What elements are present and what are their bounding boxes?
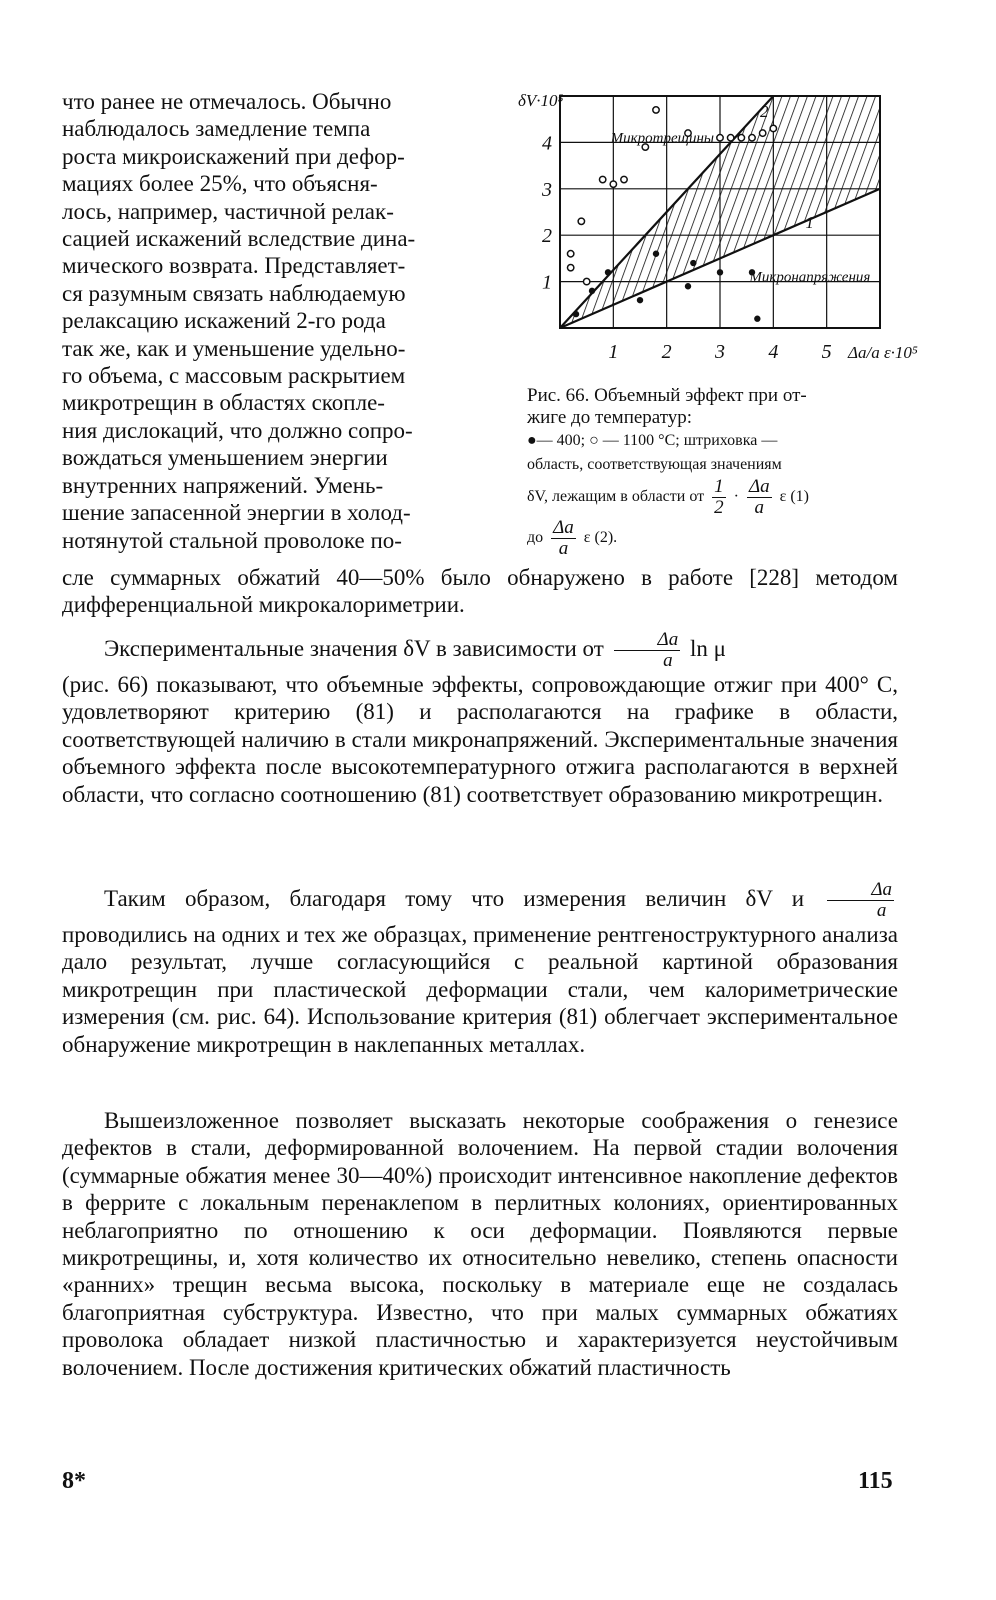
figure-66-chart [512,88,918,373]
fraction [551,518,576,559]
fraction-numerator: Δa [748,476,770,497]
caption-text: δV, лежащим в области от [527,488,705,506]
point-1100 [770,125,776,131]
paragraph-tail [62,564,898,619]
y-axis-label: δV·10⁵ [518,91,564,110]
point-1100 [583,278,589,284]
y-tick-label: 1 [542,271,552,294]
x-tick-label: 4 [768,341,779,363]
line-label-2: 2 [760,101,769,121]
text-line: наблюдалось замедление темпа [62,116,371,142]
text-line: что ранее не отмечалось. Обычно [62,89,392,114]
paragraph-text: Вышеизложенное позволяет высказать некоторые соображения о генезисе дефектов в стали, деформированной волочением. На первой стадии волочения (суммарные обжатия менее 30—40%) происходит интенсивное накопление дефектов в феррите с локальным перенаклепом в перлитных колониях, ориентированных неблагоприятно по отношению к оси деформации. Появляются первые микротрещины, и, хотя количество их относительно невелико, степень опасности «ранних» трещин весьма высока, поскольку в материале еще не создалась благоприятная субструктура. Известно, что при малых суммарных обжатиях проволока обладает низкой пластичностью и характеризуется неустойчивым волочением. После достижения критических обжатий пластичность [62,1108,898,1380]
caption-line [527,477,897,518]
fraction [747,477,772,518]
point-400 [685,283,691,289]
fraction-denominator: a [558,538,569,559]
text-line: так же, как и уменьшение удельно- [62,335,406,361]
x-tick-label: 5 [821,341,832,363]
point-400 [653,251,659,257]
text-line: ся разумным связать наблюдаемую [62,280,406,306]
caption-text: ε (1) [779,488,809,506]
text-line: нотянутой стальной проволоке по- [62,527,402,553]
paragraph-text: сле суммарных обжатий 40—50% было обнаружено в работе [228] методом дифференциальной микрокалориметрии. [62,565,898,618]
point-1100 [621,176,627,182]
text-line: мациях более 25%, что объясня- [62,171,378,197]
region-label-microstresses: Микронапряжения [749,269,871,286]
line-label-1: 1 [805,213,814,233]
x-tick-label: 3 [715,341,725,363]
region-label-microcracks: Микротрещины [610,130,715,147]
point-400 [589,288,595,294]
text-line: мического возврата. Представляет- [62,253,406,279]
caption-dot: · [733,488,739,506]
text-line: внутренних напряжений. Умень- [62,472,384,498]
caption-line: ●— 400; ○ — 1100 °C; штриховка — [527,432,778,449]
page-number: 115 [858,1468,893,1494]
y-tick-label: 3 [542,178,552,201]
caption-line: область, соответствующая значениям [527,456,782,473]
paragraph-2 [62,630,898,808]
point-1100 [749,135,755,141]
caption-text: до [527,529,544,547]
text-line: релаксацию искажений 2-го рода [62,308,386,334]
point-1100 [717,135,723,141]
x-tick-label: 1 [608,341,619,363]
paragraph-4 [62,1107,898,1381]
text-line: лось, например, частичной релак- [62,198,394,224]
point-400 [690,260,696,266]
point-400 [717,269,723,275]
paragraph-text: Таким образом, благодаря тому что измерения величин δV и [104,885,805,911]
point-1100 [599,176,605,182]
fraction-denominator: 2 [714,497,724,518]
fraction-denominator: a [754,497,765,518]
caption-line: жиге до температур: [527,407,693,428]
caption-line: Рис. 66. Объемный эффект при от- [527,385,807,406]
point-1100 [653,107,659,113]
point-400 [637,297,643,303]
fraction-numerator: Δa [553,517,574,538]
point-1100 [610,181,616,187]
fraction-numerator: Δa [827,880,894,901]
y-tick-label: 4 [542,132,552,155]
signature-mark: 8* [62,1468,86,1494]
fraction-denominator: a [663,650,673,671]
x-axis-label: Δa/a ε·10⁵ [848,343,918,362]
text-line: вождаться уменьшением энергии [62,445,388,471]
paragraph-text: (рис. 66) показывают, что объемные эффекты, сопровождающие отжиг при 400° C, удовлетворяют критерию (81) и располагаются на графике в области, соответствующей наличию в стали микронапряжений. Экспериментальные значения объемного эффекта после высокотемпературного отжига располагаются в верхней области, что согласно соотношению (81) соответствует образованию микротрещин. [62,672,898,807]
fraction [712,477,726,518]
point-400 [605,269,611,275]
wrapped-text-column [62,88,492,554]
figure-caption [527,385,897,559]
text-line: роста микроискажений при дефор- [62,143,405,169]
caption-line [527,518,897,559]
x-tick-label: 2 [661,341,672,363]
paragraph-3 [62,880,898,1058]
formula-ln-mu: ln μ [689,635,726,661]
point-400 [754,316,760,322]
fraction [827,880,894,921]
point-1100 [567,251,573,257]
point-1100 [738,135,744,141]
chart-svg [512,88,918,373]
point-400 [573,311,579,317]
paragraph-first-line [62,630,898,671]
fraction-numerator: Δa [614,630,681,651]
paragraph-text: Экспериментальные значения δV в зависимости от [104,635,604,661]
text-line: ния дислокаций, что должно сопро- [62,417,413,443]
text-line: го объема, с массовым раскрытием [62,363,406,389]
point-1100 [578,218,584,224]
point-1100 [567,264,573,270]
point-1100 [759,130,765,136]
text-line: сацией искажений вследствие дина- [62,226,416,252]
caption-text: ε (2). [583,529,618,547]
paragraph-body [62,880,898,1058]
fraction [614,630,681,671]
fraction-denominator: a [876,900,887,921]
fraction-numerator: 1 [714,476,724,497]
point-1100 [727,135,733,141]
text-line: шение запасенной энергии в холод- [62,500,411,526]
y-tick-label: 2 [542,225,552,248]
text-line: микротрещин в областях скопле- [62,390,385,416]
paragraph-text: проводились на одних и тех же образцах, применение рентгеноструктурного анализа дало результат, лучше согласующийся с реальной картиной образования микротрещин при пластической деформации стали, чем калориметрические измерения (см. рис. 64). Использование критерия (81) облегчает экспериментальное обнаружение микротрещин в наклепанных металлах. [62,922,898,1057]
